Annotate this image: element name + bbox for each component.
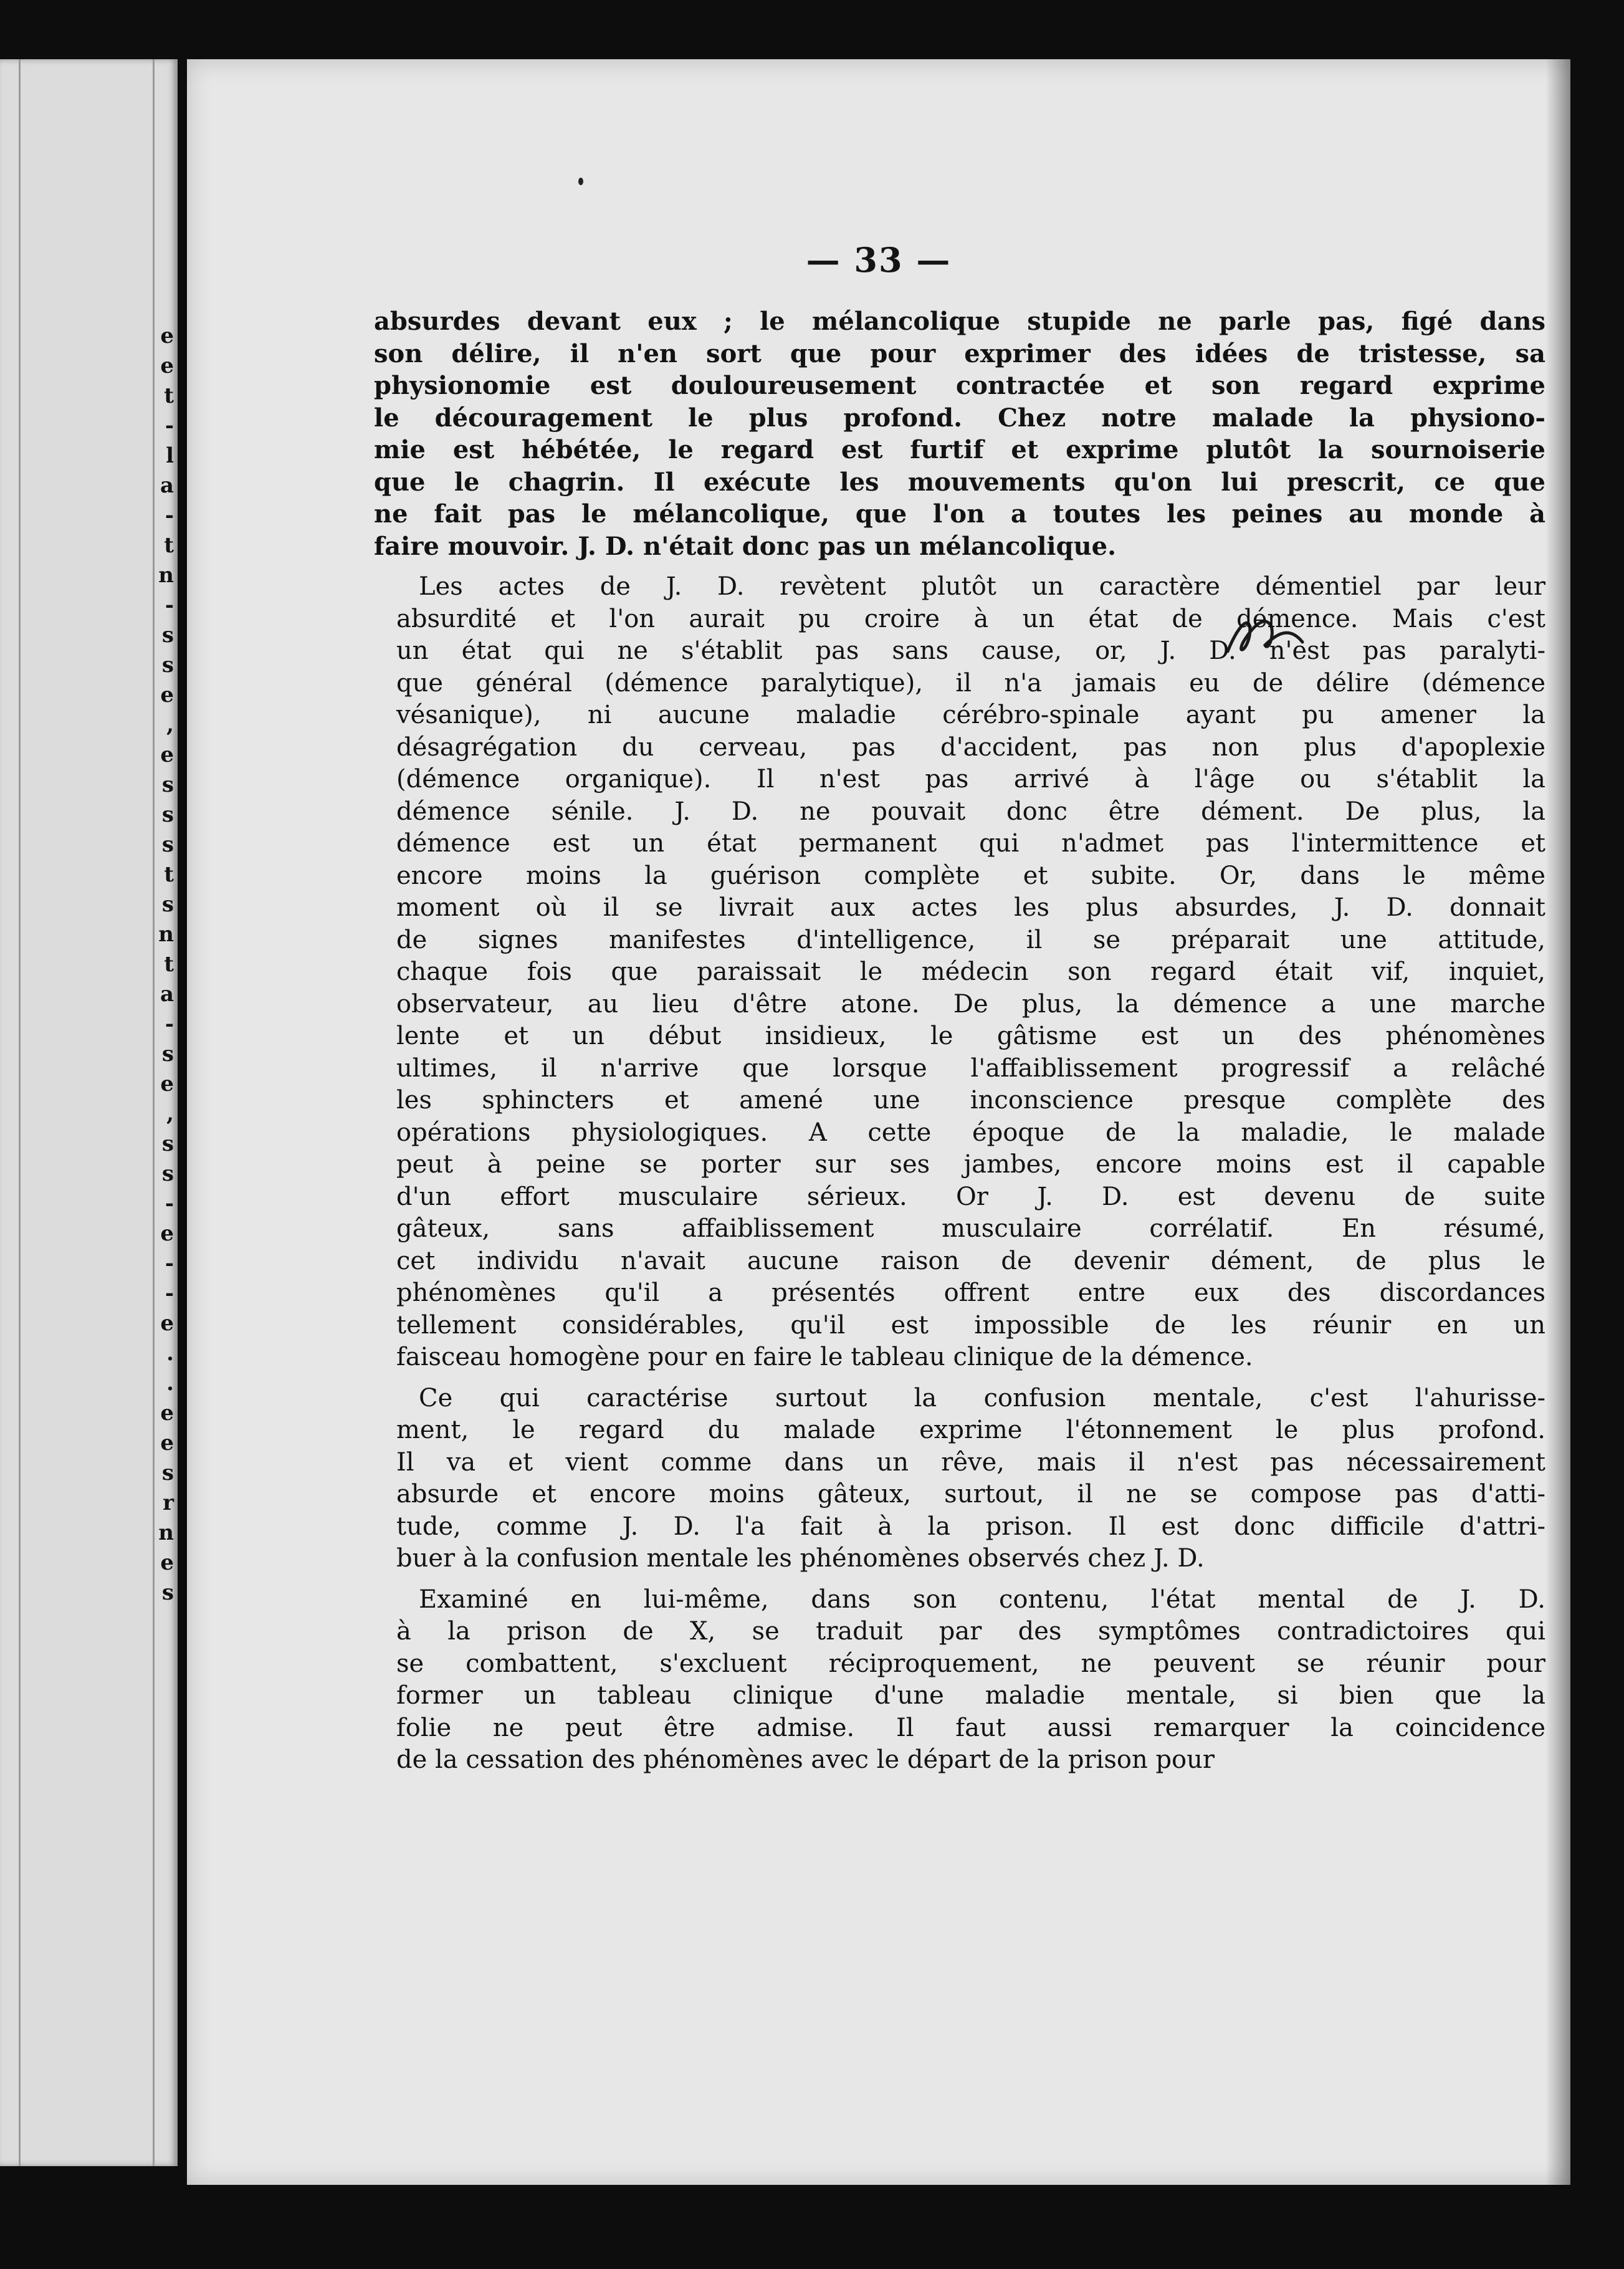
text-line: vésanique), ni aucune maladie cérébro-spinale ayant pu amener la (396, 701, 1545, 729)
paragraph (374, 1383, 1545, 1575)
fragment-char: a (160, 982, 174, 1007)
text-line: phénomènes qu'il a présentés offrent entre eux des discordances (396, 1278, 1545, 1307)
fragment-char: - (165, 1251, 174, 1276)
fragment-char: e (160, 324, 174, 348)
fragment-char: . (166, 1371, 174, 1396)
text-line: se combattent, s'excluent réciproquement, ne peuvent se réunir pour (396, 1649, 1545, 1678)
fragment-char: e (160, 1550, 174, 1575)
text-line: son délire, il n'en sort que pour exprimer des idées de tristesse, sa (374, 338, 1545, 368)
text-line: ultimes, il n'arrive que lorsque l'affaiblissement progressif a relâché (396, 1053, 1545, 1083)
text-line: faire mouvoir. J. D. n'était donc pas un mélancolique. (374, 531, 1117, 561)
fragment-char: s (161, 623, 174, 648)
paragraph (374, 305, 1545, 562)
text-line: absurdité et l'on aurait pu croire à un état de démence. Mais c'est (396, 604, 1545, 633)
text-line: Les actes de J. D. revètent plutôt un caractère démentiel par leur (419, 572, 1545, 601)
text-line: de la cessation des phénomènes avec le départ de la prison pour (396, 1745, 1215, 1774)
ink-speck (578, 178, 583, 185)
fragment-char: r (163, 1490, 174, 1515)
fragment-char: e (160, 353, 174, 378)
text-line: absurdes devant eux ; le mélancolique stupide ne parle pas, figé dans (374, 307, 1545, 336)
fragment-char: - (165, 593, 174, 618)
fragment-char: l (166, 443, 174, 468)
text-line: faisceau homogène pour en faire le tableau clinique de la démence. (396, 1343, 1253, 1371)
fragment-char: s (161, 1161, 174, 1186)
text-line: Examiné en lui-même, dans son contenu, l'état mental de J. D. (419, 1585, 1545, 1614)
fragment-char: e (160, 683, 174, 708)
text-line: de signes manifestes d'intelligence, il se préparait une attitude, (396, 925, 1545, 954)
fragment-char: a (160, 473, 174, 498)
text-line: absurde et encore moins gâteux, surtout, il ne se compose pas d'atti- (396, 1480, 1545, 1509)
fragment-char: n (158, 1520, 174, 1545)
previous-page-strip (0, 59, 178, 2166)
fragment-char: n (158, 563, 174, 588)
text-line: (démence organique). Il n'est pas arrivé à l'âge ou s'établit la (396, 765, 1545, 794)
text-line: former un tableau clinique d'une maladie mentale, si bien que la (396, 1681, 1545, 1710)
text-line: les sphincters et amené une inconscience presque complète des (396, 1086, 1545, 1115)
page-edge-line (19, 59, 21, 2166)
text-line: buer à la confusion mentale les phénomènes observés chez J. D. (396, 1544, 1205, 1573)
fragment-char: n (158, 922, 174, 947)
text-line: mie est hébétée, le regard est furtif et exprime plutôt la sournoiserie (374, 435, 1545, 464)
fragment-char: s (161, 832, 174, 857)
fragment-char: t (164, 533, 174, 558)
page-number: — 33 — (806, 240, 952, 280)
fragment-char: e (160, 1311, 174, 1336)
fragment-char: t (164, 383, 174, 408)
text-line: que le chagrin. Il exécute les mouvements qu'on lui prescrit, ce que (374, 467, 1545, 497)
fragment-char: . (166, 1341, 174, 1366)
text-line: un état qui ne s'établit pas sans cause, or, J. D. n'est pas paralyti- (396, 636, 1545, 665)
fragment-char: - (165, 1191, 174, 1216)
fragment-char: e (160, 1221, 174, 1246)
text-line: folie ne peut être admise. Il faut aussi remarquer la coincidence (396, 1713, 1545, 1742)
fragment-char: - (165, 413, 174, 438)
fragment-char: s (161, 1131, 174, 1156)
text-line: lente et un début insidieux, le gâtisme est un des phénomènes (396, 1022, 1545, 1050)
text-line: à la prison de X, se traduit par des symptômes contradictoires qui (396, 1617, 1545, 1646)
text-line: démence sénile. J. D. ne pouvait donc être dément. De plus, la (396, 797, 1545, 826)
fragment-char: s (161, 892, 174, 917)
fragment-char: s (161, 1580, 174, 1605)
text-line: chaque fois que paraissait le médecin son regard était vif, inquiet, (396, 957, 1545, 986)
document-page (187, 59, 1570, 2185)
text-line: d'un effort musculaire sérieux. Or J. D. est devenu de suite (396, 1182, 1545, 1211)
fragment-char: t (164, 952, 174, 977)
fragment-char: s (161, 802, 174, 827)
paragraph (374, 1584, 1545, 1777)
text-line: peut à peine se porter sur ses jambes, encore moins est il capable (396, 1150, 1545, 1179)
text-line: observateur, au lieu d'être atone. De plus, la démence a une marche (396, 989, 1545, 1019)
text-line: encore moins la guérison complète et subite. Or, dans le même (396, 861, 1545, 890)
fragment-char: - (165, 503, 174, 528)
fragment-char: , (166, 712, 174, 737)
text-line: désagrégation du cerveau, pas d'accident, pas non plus d'apoplexie (396, 732, 1545, 762)
paragraph (374, 571, 1545, 1374)
text-line: moment où il se livrait aux actes les plus absurdes, J. D. donnait (396, 893, 1545, 922)
text-line: tellement considérables, qu'il est impossible de les réunir en un (396, 1310, 1545, 1340)
fragment-char: - (165, 1281, 174, 1306)
text-line: tude, comme J. D. l'a fait à la prison. Il est donc difficile d'attri- (396, 1512, 1545, 1541)
text-line: le découragement le plus profond. Chez notre malade la physiono- (374, 403, 1545, 433)
previous-page-text-fragments (149, 321, 174, 1608)
body-text (374, 305, 1545, 1785)
text-line: démence est un état permanent qui n'admet pas l'intermittence et (396, 829, 1545, 858)
text-line: opérations physiologiques. A cette époque de la maladie, le malade (396, 1118, 1545, 1147)
text-line: cet individu n'avait aucune raison de devenir dément, de plus le (396, 1246, 1545, 1275)
fragment-char: e (160, 1431, 174, 1456)
text-line: Ce qui caractérise surtout la confusion mentale, c'est l'ahurisse- (419, 1383, 1545, 1413)
text-line: que général (démence paralytique), il n'a jamais eu de délire (démence (396, 668, 1545, 698)
fragment-char: e (160, 1401, 174, 1426)
text-line: gâteux, sans affaiblissement musculaire corrélatif. En résumé, (396, 1214, 1545, 1243)
page-shadow (1545, 59, 1570, 2185)
fragment-char: s (161, 1042, 174, 1067)
fragment-char: , (166, 1101, 174, 1126)
text-line: ne fait pas le mélancolique, que l'on a toutes les peines au monde à (374, 499, 1545, 529)
fragment-char: s (161, 1461, 174, 1485)
text-line: ment, le regard du malade exprime l'étonnement le plus profond. (396, 1416, 1545, 1444)
fragment-char: s (161, 653, 174, 678)
text-line: Il va et vient comme dans un rêve, mais il n'est pas nécessairement (396, 1447, 1545, 1477)
fragment-char: s (161, 772, 174, 797)
fragment-char: - (165, 1012, 174, 1037)
fragment-char: e (160, 742, 174, 767)
fragment-char: t (164, 862, 174, 887)
fragment-char: e (160, 1072, 174, 1096)
text-line: physionomie est douloureusement contractée et son regard exprime (374, 371, 1545, 400)
